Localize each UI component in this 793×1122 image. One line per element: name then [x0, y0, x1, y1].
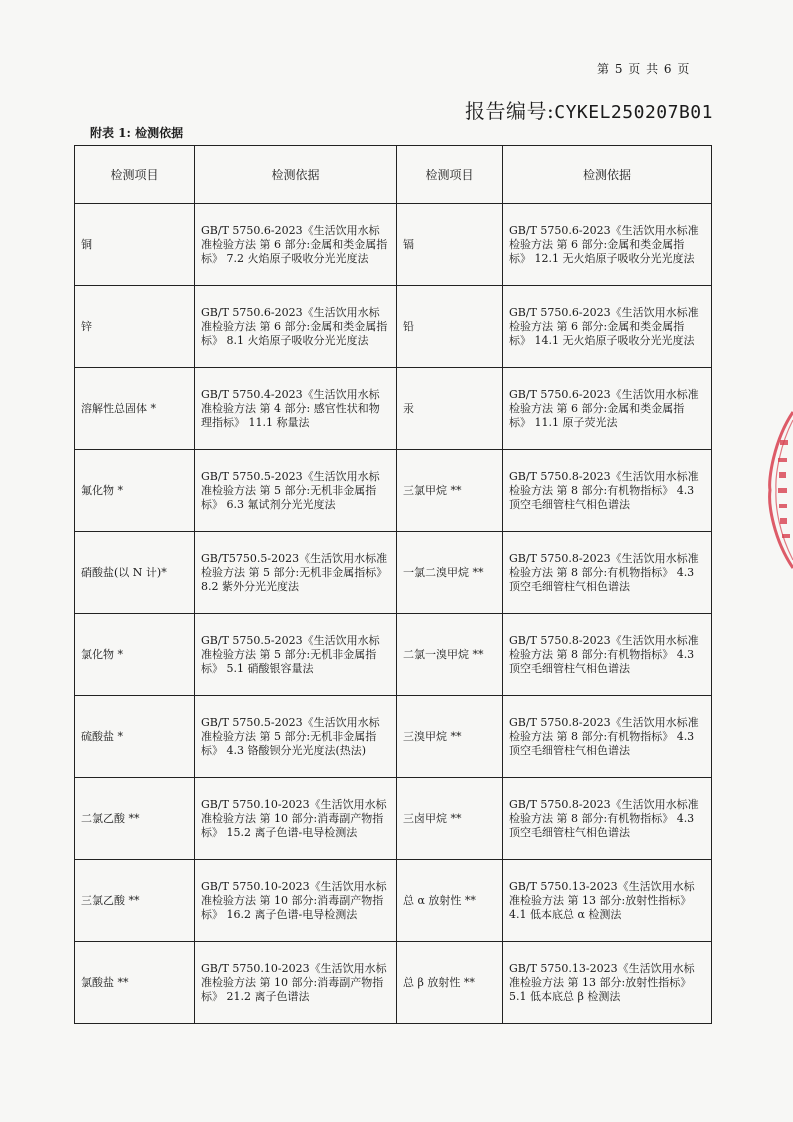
test-item: 硫酸盐 *	[75, 696, 195, 778]
report-number	[465, 95, 713, 124]
table-row	[75, 614, 712, 696]
test-item: 汞	[397, 368, 503, 450]
test-item: 氯酸盐 **	[75, 942, 195, 1024]
test-item: 总 β 放射性 **	[397, 942, 503, 1024]
test-basis: GB/T 5750.8-2023《生活饮用水标准检验方法 第 8 部分:有机物指标》 4.3 顶空毛细管柱气相色谱法	[503, 614, 712, 696]
table-row	[75, 286, 712, 368]
table-row	[75, 942, 712, 1024]
table-header-row	[75, 146, 712, 204]
seal-stamp-icon	[766, 410, 793, 570]
header-basis-1: 检测依据	[195, 146, 397, 204]
table-row	[75, 532, 712, 614]
test-basis: GB/T 5750.6-2023《生活饮用水标准检验方法 第 6 部分:金属和类金属指标》 8.1 火焰原子吸收分光光度法	[195, 286, 397, 368]
test-item: 三溴甲烷 **	[397, 696, 503, 778]
test-item: 锌	[75, 286, 195, 368]
table-row	[75, 860, 712, 942]
test-item: 铅	[397, 286, 503, 368]
test-basis: GB/T 5750.8-2023《生活饮用水标准检验方法 第 8 部分:有机物指标》 4.3 顶空毛细管柱气相色谱法	[503, 450, 712, 532]
table-row	[75, 368, 712, 450]
test-item: 氯化物 *	[75, 614, 195, 696]
report-number-label: 报告编号:	[465, 99, 555, 123]
test-item: 三氯甲烷 **	[397, 450, 503, 532]
test-basis: GB/T 5750.8-2023《生活饮用水标准检验方法 第 8 部分:有机物指标》 4.3 顶空毛细管柱气相色谱法	[503, 532, 712, 614]
test-basis: GB/T 5750.10-2023《生活饮用水标准检验方法 第 10 部分:消毒副产物指标》 21.2 离子色谱法	[195, 942, 397, 1024]
table-title: 附表 1: 检测依据	[90, 126, 184, 140]
test-basis-table	[74, 145, 712, 1024]
test-basis: GB/T 5750.8-2023《生活饮用水标准检验方法 第 8 部分:有机物指标》 4.3 顶空毛细管柱气相色谱法	[503, 778, 712, 860]
test-item: 三卤甲烷 **	[397, 778, 503, 860]
test-basis: GB/T 5750.10-2023《生活饮用水标准检验方法 第 10 部分:消毒副产物指标》 16.2 离子色谱-电导检测法	[195, 860, 397, 942]
test-basis: GB/T5750.5-2023《生活饮用水标准检验方法 第 5 部分:无机非金属指标》 8.2 紫外分光光度法	[195, 532, 397, 614]
test-basis: GB/T 5750.6-2023《生活饮用水标准检验方法 第 6 部分:金属和类金属指标》 12.1 无火焰原子吸收分光光度法	[503, 204, 712, 286]
test-item: 总 α 放射性 **	[397, 860, 503, 942]
test-basis: GB/T 5750.5-2023《生活饮用水标准检验方法 第 5 部分:无机非金属指标》 5.1 硝酸银容量法	[195, 614, 397, 696]
page-number: 第 5 页 共 6 页	[597, 62, 691, 76]
test-item: 镉	[397, 204, 503, 286]
test-basis: GB/T 5750.6-2023《生活饮用水标准检验方法 第 6 部分:金属和类金属指标》 11.1 原子荧光法	[503, 368, 712, 450]
header-basis-2: 检测依据	[503, 146, 712, 204]
test-item: 一氯二溴甲烷 **	[397, 532, 503, 614]
test-basis: GB/T 5750.13-2023《生活饮用水标准检验方法 第 13 部分:放射性指标》 5.1 低本底总 β 检测法	[503, 942, 712, 1024]
test-basis: GB/T 5750.8-2023《生活饮用水标准检验方法 第 8 部分:有机物指标》 4.3 顶空毛细管柱气相色谱法	[503, 696, 712, 778]
test-item: 溶解性总固体 *	[75, 368, 195, 450]
table-row	[75, 696, 712, 778]
test-item: 二氯一溴甲烷 **	[397, 614, 503, 696]
header-item-2: 检测项目	[397, 146, 503, 204]
table-row	[75, 204, 712, 286]
test-basis: GB/T 5750.6-2023《生活饮用水标准检验方法 第 6 部分:金属和类金属指标》 14.1 无火焰原子吸收分光光度法	[503, 286, 712, 368]
test-basis: GB/T 5750.5-2023《生活饮用水标准检验方法 第 5 部分:无机非金属指标》 6.3 氟试剂分光光度法	[195, 450, 397, 532]
test-basis: GB/T 5750.6-2023《生活饮用水标准检验方法 第 6 部分:金属和类金属指标》 7.2 火焰原子吸收分光光度法	[195, 204, 397, 286]
table-row	[75, 778, 712, 860]
test-item: 硝酸盐(以 N 计)*	[75, 532, 195, 614]
test-item: 氟化物 *	[75, 450, 195, 532]
test-basis: GB/T 5750.10-2023《生活饮用水标准检验方法 第 10 部分:消毒副产物指标》 15.2 离子色谱-电导检测法	[195, 778, 397, 860]
table-row	[75, 450, 712, 532]
test-item: 二氯乙酸 **	[75, 778, 195, 860]
test-basis: GB/T 5750.5-2023《生活饮用水标准检验方法 第 5 部分:无机非金属指标》 4.3 铬酸钡分光光度法(热法)	[195, 696, 397, 778]
header-item-1: 检测项目	[75, 146, 195, 204]
test-item: 三氯乙酸 **	[75, 860, 195, 942]
test-basis: GB/T 5750.13-2023《生活饮用水标准检验方法 第 13 部分:放射性指标》 4.1 低本底总 α 检测法	[503, 860, 712, 942]
report-number-code: CYKEL250207B01	[554, 102, 713, 123]
test-item: 铜	[75, 204, 195, 286]
test-basis: GB/T 5750.4-2023《生活饮用水标准检验方法 第 4 部分: 感官性状和物理指标》 11.1 称量法	[195, 368, 397, 450]
